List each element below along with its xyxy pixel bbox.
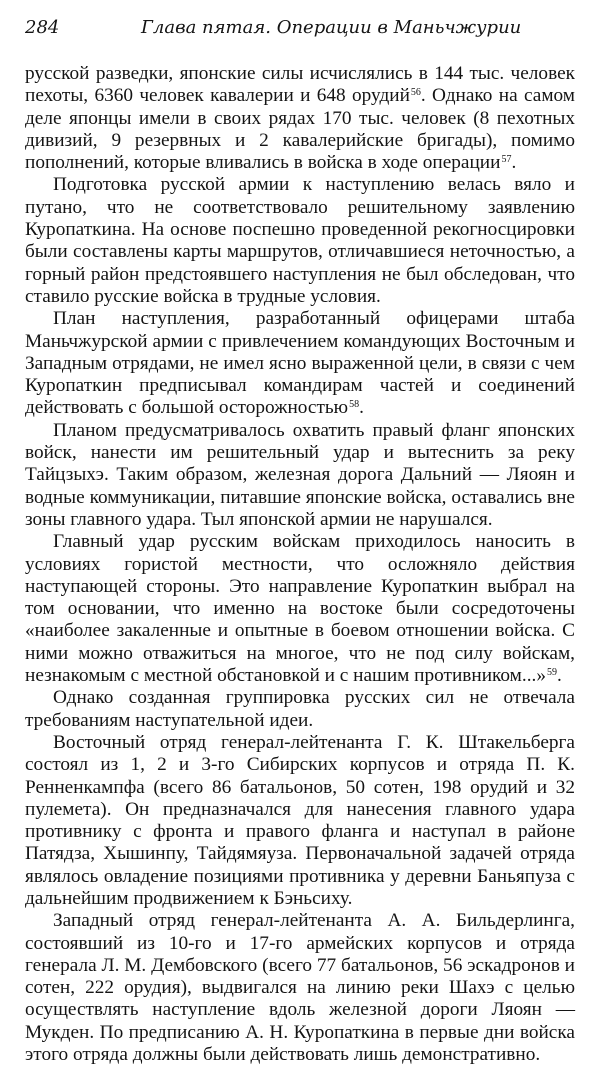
paragraph-text: Подготовка русской армии к наступлению велась вяло и путано, что не соответствовало решительному заявлению Куропаткина. На основе поспешно проведенной рекогносцировки были составлены карты маршрутов, отличавшиеся неточностью, а горный район предстоявшего наступления не был обследован, что ставило русские войска в трудные условия. bbox=[25, 174, 575, 307]
paragraph-text: Восточный отряд генерал-лейтенанта Г. К. Штакельберга состоял из 1, 2 и 3-го Сибирских корпусов и отряда П. К. Ренненкампфа (всего 86 батальонов, 50 сотен, 198 орудий и 32 пулемета). Он предназначался для нанесения главного удара противнику с фронта и правого фланга и наступал в районе Патядза, Хышинпу, Тайдямяуза. Первоначальной задачей отряда являлось овладение позициями противника у деревни Баньяпуза с дальнейшим продвижением к Бэньсиху. bbox=[25, 731, 575, 909]
paragraph-8 bbox=[25, 910, 575, 1066]
paragraph-text: План наступления, разработанный офицерами штаба Маньчжурской армии с привлечением командующих Восточным и Западным отрядами, не имел ясно выраженной цели, в связи с чем Куропаткин предписывал командирам частей и соединений действовать с большой осторожностью bbox=[25, 308, 575, 419]
running-title: Глава пятая. Операции в Маньчжурии bbox=[141, 17, 522, 38]
paragraph-text: . bbox=[556, 665, 562, 687]
paragraph-6 bbox=[25, 687, 575, 732]
paragraph-text: . Однако на самом деле японцы имели в своих рядах 170 тыс. человек (8 пехотных дивизий, 9 резервных и 2 кавалерийские бригады), помимо пополнений, которые вливались в войска в ходе операции bbox=[25, 85, 576, 174]
paragraph-text: русской разведки, японские силы исчислялись в 144 тыс. человек пехоты, 6360 человек кавалерии и 648 орудий bbox=[25, 63, 575, 107]
paragraph-7 bbox=[25, 732, 575, 910]
paragraph-text: . bbox=[359, 397, 364, 419]
paragraph-text: Однако созданная группировка русских сил не отвечала требованиям наступательной идеи. bbox=[25, 687, 575, 731]
paragraph-3 bbox=[25, 308, 575, 419]
page-number: 284 bbox=[25, 17, 60, 38]
paragraph-text: Западный отряд генерал-лейтенанта А. А. Бильдерлинга, состоявший из 10-го и 17-го армейских корпусов и отряда генерала Л. М. Дембовского (всего 77 батальонов, 56 эскадронов и сотен, 222 орудия), выдвигался на линию реки Шахэ с целью осуществлять наступление вдоль железной дороги Ляоян — Мукден. По предписанию А. Н. Куропаткина в первые дни войска этого отряда должны были действовать лишь демонстративно. bbox=[25, 910, 575, 1066]
paragraph-1 bbox=[25, 63, 575, 174]
paragraph-5 bbox=[25, 531, 575, 687]
footnote-ref-59: 59 bbox=[546, 667, 557, 679]
body-text bbox=[25, 63, 575, 1066]
paragraph-text: Планом предусматривалось охватить правый фланг японских войск, нанести им решительный удар и вытеснить за реку Тайцзыхэ. Таким образом, железная дорога Дальний — Ляоян и водные коммуникации, питавшие японские войска, оставались вне зоны главного удара. Тыл японской армии не нарушался. bbox=[25, 419, 575, 530]
paragraph-2 bbox=[25, 174, 575, 308]
paragraph-text: Главный удар русским войскам приходилось наносить в условиях гористой местности, что осложняло действия наступающей стороны. Это направление Куропаткин выбрал на том основании, что именно на востоке были сосредоточены «наиболее закаленные и опытные в боевом отношении войска. С ними можно отважиться на многое, что не под силу войскам, незнакомым с местной обстановкой и с нашим противником...» bbox=[25, 531, 575, 687]
paragraph-text: . bbox=[511, 152, 517, 174]
footnote-ref-56: 56 bbox=[410, 87, 421, 99]
page-header bbox=[25, 15, 575, 41]
footnote-ref-58: 58 bbox=[349, 399, 360, 411]
footnote-ref-57: 57 bbox=[501, 154, 512, 166]
paragraph-4 bbox=[25, 420, 575, 531]
